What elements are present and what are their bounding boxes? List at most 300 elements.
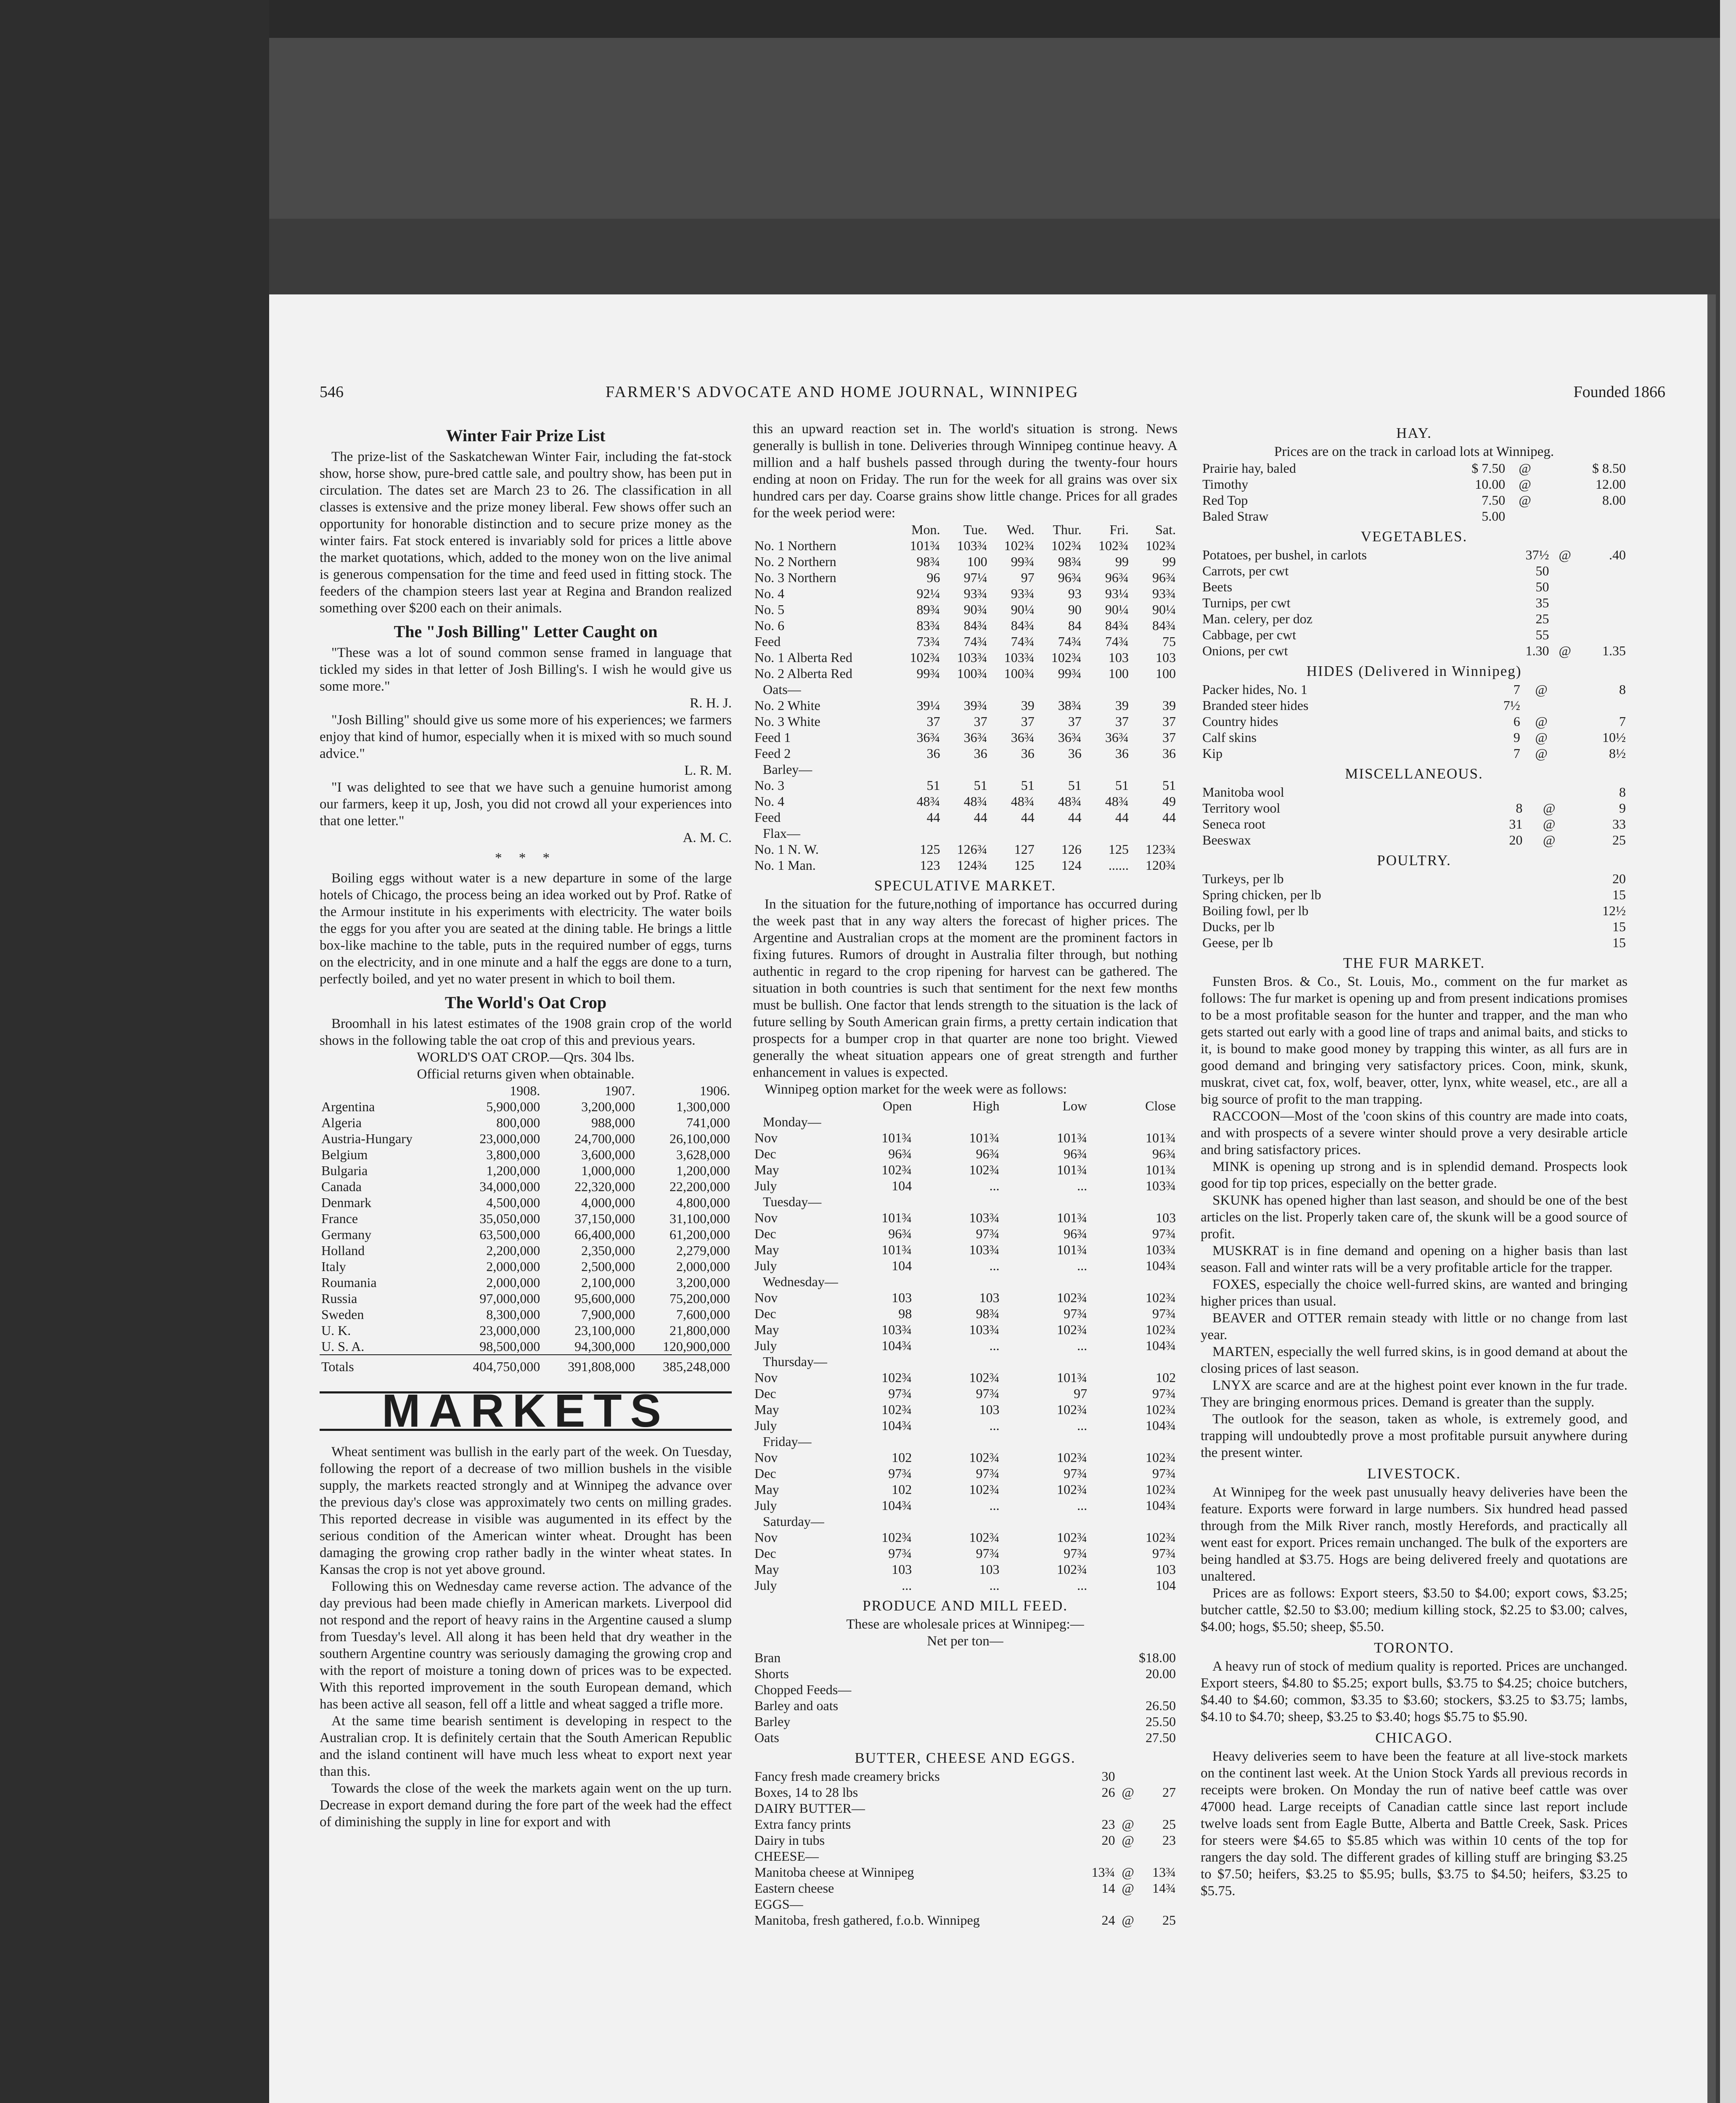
price-cell: 99	[1162, 554, 1176, 569]
price-cell: 101¾	[910, 538, 940, 553]
item-cell: Territory wool	[1202, 800, 1281, 816]
day-label: Wednesday—	[763, 1274, 838, 1289]
table-row	[753, 1322, 1178, 1338]
letter-2: "Josh Billing" should give us some more of his experiences; we farmers enjoy that kind of humor, especially when it is mixed with so much sound advice."	[320, 712, 732, 761]
item-cell: Oats	[754, 1730, 779, 1745]
day-label: Tuesday—	[763, 1194, 822, 1209]
price-cell: 73¾	[916, 634, 940, 649]
table-row	[753, 1784, 1178, 1800]
letter-1: "These was a lot of sound common sense framed in language that tickled my sides in that letter of Josh Billing's. I wish he would give us some more."	[320, 645, 732, 694]
table-row	[320, 1274, 732, 1290]
price-cell: 102¾	[1146, 1402, 1176, 1417]
price-low-cell: 37½	[1525, 547, 1549, 562]
price-high-cell	[1561, 697, 1628, 713]
price-cell: 103¾	[1146, 1178, 1176, 1193]
price-cell: ...	[1077, 1418, 1088, 1433]
month-cell: Dec	[754, 1546, 776, 1561]
item-cell: Boiling fowl, per lb	[1202, 903, 1309, 918]
price-cell: 96¾	[888, 1226, 912, 1241]
item-cell: Barley and oats	[754, 1698, 839, 1713]
price-cell: 48¾	[916, 794, 940, 809]
at-sign: @	[1559, 643, 1571, 658]
grade-cell: No. 1 Man.	[754, 858, 816, 873]
price-cell: 102¾	[1146, 1450, 1176, 1465]
table-row	[1201, 681, 1628, 697]
price-cell: 20	[1612, 871, 1626, 886]
country-cell: Belgium	[321, 1147, 368, 1162]
at-sign: @	[1519, 477, 1531, 492]
table-row	[753, 538, 1178, 554]
table-row	[753, 633, 1178, 649]
table-row	[753, 569, 1178, 585]
price-cell: 102¾	[1057, 1322, 1088, 1337]
heading-josh-billing: The "Josh Billing" Letter Caught on	[394, 622, 658, 641]
price-high-cell	[1139, 1768, 1178, 1784]
butter-table	[753, 1768, 1178, 1928]
table-row	[1201, 800, 1628, 816]
hides-table	[1201, 681, 1628, 761]
table-row	[753, 1698, 1178, 1714]
markets-paragraph-1: Wheat sentiment was bullish in the early part of the week. On Tuesday, following the report of a decrease of two million bushels in the visible supply, the markets reacted strongly and at Winnipeg the advance over the previous day's close was approximately two cents on milling grades. This reported decrease in visible was augumented in its effect by the serious condition of the American winter wheat. Drought has been damaging the growing crop rather badly in the winter wheat states. In Kansas the crop is not yet above ground.	[320, 1444, 732, 1577]
price-high-cell	[1139, 1800, 1178, 1816]
country-cell: U. K.	[321, 1323, 351, 1338]
price-low-cell	[1078, 1800, 1117, 1816]
toronto-paragraph: A heavy run of stock of medium quality is reported. Prices are unchanged. Export steers, $4.80 to $5.25; export bulls, $3.75 to $4.25; choice butchers, $4.40 to $4.60; common, $3.35 to $3.60; stockers, $3.25 to $3.75; lambs, $4.10 to $4.70; sheep, $3.25 to $3.40; hogs $5.75 to $5.90.	[1201, 1659, 1628, 1724]
price-low-cell: 13¾	[1091, 1865, 1115, 1880]
price-cell: 96	[926, 570, 940, 585]
price-cell: 93	[1068, 586, 1082, 601]
price-cell: 102¾	[969, 1482, 1000, 1497]
price-cell: 104¾	[1146, 1338, 1176, 1353]
at-sign: @	[1543, 800, 1556, 816]
price-cell: 98	[898, 1306, 912, 1321]
at-sign	[1117, 1800, 1139, 1816]
letter-3: "I was delighted to see that we have such a genuine humorist among our farmers, keep it up, Josh, you did not crowd all your experiences into that one letter."	[320, 780, 732, 829]
at-sign: @	[1543, 816, 1556, 832]
price-cell: ...	[1077, 1258, 1088, 1273]
price-cell: 15	[1612, 887, 1626, 902]
value-cell: 97,000,000	[479, 1291, 540, 1306]
price-high-cell: 1.35	[1602, 643, 1626, 658]
grade-cell: No. 3 Northern	[754, 570, 836, 585]
value-cell: 2,279,000	[676, 1243, 730, 1258]
value-cell: 75,200,000	[670, 1291, 730, 1306]
month-cell: July	[754, 1418, 777, 1433]
heading-speculative-market: SPECULATIVE MARKET.	[874, 877, 1056, 894]
item-cell: Ducks, per lb	[1202, 919, 1275, 934]
table-row	[753, 1146, 1178, 1162]
price-cell: 39	[1115, 698, 1129, 713]
speculative-paragraph: In the situation for the future,nothing of importance has occurred during the week past that in any way alters the forecast of higher prices. The Argentine and Australian crops at the moment are the prominent factors in fixing futures. Rumors of drought in Australia filter through, but nothing authentic in regard to the crop ripening for harvest can be gathered. The situation in both countries is such that sentiment for the next few months must be bullish. One factor that lends strength to the situation is the lack of future selling by South American grain firms, a pretty certain indication that prospects for a bumper crop in that quarter are none too bright. Viewed generally the wheat situation appears one of great strength and further enhancement in values is expected.	[753, 897, 1178, 1080]
value-cell: 95,600,000	[574, 1291, 635, 1306]
page-edge	[1707, 294, 1716, 2103]
at-sign	[1551, 579, 1579, 595]
table-row	[1201, 697, 1628, 713]
country-cell: Bulgaria	[321, 1163, 368, 1178]
price-cell: 103¾	[1146, 1242, 1176, 1257]
running-header	[320, 383, 1665, 408]
item-cell: Boxes, 14 to 28 lbs	[754, 1785, 858, 1800]
value-cell: 21,800,000	[670, 1323, 730, 1338]
price-cell: 44	[926, 810, 940, 825]
value-cell: 2,350,000	[581, 1243, 635, 1258]
price-cell: 102¾	[1057, 1482, 1088, 1497]
table-row	[753, 1481, 1178, 1497]
item-cell: Manitoba, fresh gathered, f.o.b. Winnipeg	[754, 1912, 980, 1928]
price-cell: 103	[892, 1562, 912, 1577]
table-row	[320, 1195, 732, 1210]
price-cell: 101¾	[969, 1130, 1000, 1145]
price-cell: 102¾	[910, 650, 940, 665]
price-cell: 97¾	[1152, 1386, 1176, 1401]
value-cell: 7,900,000	[581, 1307, 635, 1322]
price-cell: 102¾	[969, 1530, 1000, 1545]
price-cell: 44	[1115, 810, 1129, 825]
value-cell: 1,200,000	[486, 1163, 540, 1178]
price-cell: 93¾	[1011, 586, 1035, 601]
boiling-eggs-paragraph: Boiling eggs without water is a new departure in some of the large hotels of Chicago, the process being an idea worked out by Prof. Ratke of the Armour institute in his experiments with electricity. The water boils the eggs for you after you are seated at the dining table. He brings a little box-like machine to the table, puts in the required number of eggs, turns on the electricity, and in one minute and a half the eggs are done to a turn, perfectly boiled, and yet no water present in which to boil them.	[320, 871, 732, 987]
value-cell: 3,628,000	[676, 1147, 730, 1162]
price-cell: 74¾	[1011, 634, 1035, 649]
price-cell: 103	[979, 1402, 1000, 1417]
value-cell: 1,200,000	[676, 1163, 730, 1178]
price-cell: 100	[1108, 666, 1129, 681]
heading-oat-crop: The World's Oat Crop	[445, 993, 607, 1012]
price-cell: $18.00	[1139, 1650, 1176, 1665]
value-cell: 2,200,000	[486, 1243, 540, 1258]
table-row	[1201, 713, 1628, 729]
price-cell: 104¾	[1146, 1498, 1176, 1513]
price-cell: 103	[979, 1562, 1000, 1577]
price-cell: 101¾	[881, 1242, 912, 1257]
price-cell: 101¾	[1057, 1210, 1088, 1225]
markets-paragraph-2: Following this on Wednesday came reverse action. The advance of the day previous had been made chiefly in American markets. Liverpool did not respond and the report of heavy rains in the Argentine caused a slump from Tuesday's level. All along it has been held that dry weather in the southern Argentine country was seriously damaging the growing crop and with the report of moisture a toning down of prices was to be expected. With this reported improvement in the south European demand, which has been active all season, fell off a little and wheat sagged a trifle more.	[320, 1579, 732, 1712]
price-cell: 103¾	[957, 650, 987, 665]
item-cell: Onions, per cwt	[1202, 643, 1288, 658]
table-row	[320, 1242, 732, 1258]
price-cell: 84¾	[1152, 618, 1176, 633]
table-row	[753, 1290, 1178, 1306]
price-cell: 84¾	[1011, 618, 1035, 633]
table-row	[753, 713, 1178, 729]
price-cell: 37	[1115, 714, 1129, 729]
item-cell: Barley	[754, 1714, 791, 1729]
at-sign: @	[1122, 1881, 1134, 1896]
price-cell: 101¾	[1057, 1370, 1088, 1385]
table-row	[1201, 547, 1628, 563]
price-cell: 90¼	[1011, 602, 1035, 617]
price-cell: 103¾	[969, 1242, 1000, 1257]
signature-3: A. M. C.	[683, 830, 732, 845]
cash-prices-table	[753, 522, 1178, 873]
price-cell	[1056, 1682, 1178, 1698]
table-row	[753, 1545, 1178, 1561]
scan-backdrop-right	[1720, 0, 1736, 2103]
table-row	[753, 1258, 1178, 1274]
table-row	[753, 1401, 1178, 1417]
at-sign	[1524, 784, 1574, 800]
month-cell: May	[754, 1162, 779, 1177]
value-cell: 4,000,000	[581, 1195, 635, 1210]
month-cell: July	[754, 1498, 777, 1513]
price-high-cell: 7	[1619, 714, 1626, 729]
table-row	[753, 1816, 1178, 1832]
price-cell: 51	[1162, 778, 1176, 793]
price-low-cell	[1078, 1848, 1117, 1864]
month-cell: Nov	[754, 1290, 778, 1305]
day-label-row	[753, 1513, 1178, 1529]
produce-table	[753, 1650, 1178, 1745]
price-high-cell: 25	[1162, 1912, 1176, 1928]
heading-miscellaneous: MISCELLANEOUS.	[1345, 765, 1483, 782]
grade-cell: No. 1 N. W.	[754, 842, 819, 857]
day-label-row	[753, 1433, 1178, 1449]
price-low-cell: 5.00	[1482, 509, 1506, 524]
table-row	[753, 1848, 1178, 1864]
table-row	[753, 1242, 1178, 1258]
price-cell: 27.50	[1146, 1730, 1176, 1745]
price-cell: 36¾	[963, 730, 987, 745]
country-cell: Argentina	[321, 1099, 375, 1114]
price-cell: 103	[1156, 1210, 1176, 1225]
price-cell: 39¾	[963, 698, 987, 713]
price-cell: 49	[1162, 794, 1176, 809]
value-cell: 1,000,000	[581, 1163, 635, 1178]
heading-winter-fair: Winter Fair Prize List	[446, 426, 606, 445]
value-cell: 61,200,000	[670, 1227, 730, 1242]
price-cell: 102¾	[1057, 1562, 1088, 1577]
price-cell: 100¾	[957, 666, 987, 681]
price-high-cell: $ 8.50	[1592, 461, 1626, 476]
value-cell: 5,900,000	[486, 1099, 540, 1114]
price-cell: 84¾	[963, 618, 987, 633]
country-cell: Holland	[321, 1243, 365, 1258]
table-row	[753, 1465, 1178, 1481]
price-cell: 97¾	[1064, 1466, 1088, 1481]
price-high-cell	[1579, 611, 1628, 627]
table-row	[1201, 579, 1628, 595]
price-high-cell: 27	[1162, 1785, 1176, 1800]
table-row	[753, 1130, 1178, 1146]
price-low-cell: 10.00	[1475, 477, 1506, 492]
value-cell: 24,700,000	[574, 1131, 635, 1146]
price-low-cell: 6	[1513, 714, 1520, 729]
table-row	[753, 1880, 1178, 1896]
price-cell: 99	[1115, 554, 1129, 569]
price-cell: 96¾	[1152, 570, 1176, 585]
price-low-cell: 55	[1535, 627, 1549, 642]
vegetables-table	[1201, 547, 1628, 659]
table-row	[753, 729, 1178, 745]
price-cell: 74¾	[1105, 634, 1129, 649]
item-cell: Prairie hay, baled	[1202, 461, 1296, 476]
markets-paragraph-4: Towards the close of the week the markets again went on the up turn. Decrease in export demand during the fore part of the week had the effect of diminishing the supply in line for export and with	[320, 1781, 732, 1830]
price-cell: 96¾	[888, 1146, 912, 1161]
value-cell: 63,500,000	[479, 1227, 540, 1242]
price-cell: 12½	[1602, 903, 1626, 918]
price-cell: 84	[1068, 618, 1082, 633]
month-cell: Dec	[754, 1226, 776, 1241]
price-cell: 102¾	[1146, 1322, 1176, 1337]
price-cell: 102¾	[1051, 650, 1082, 665]
price-high-cell	[1579, 595, 1628, 611]
price-cell: 36¾	[1058, 730, 1082, 745]
price-cell: 99¾	[1058, 666, 1082, 681]
table-row	[1201, 816, 1628, 832]
price-cell: 93¼	[1105, 586, 1129, 601]
item-cell: Seneca root	[1202, 816, 1266, 832]
month-cell: July	[754, 1258, 777, 1273]
price-cell: 36	[1162, 746, 1176, 761]
heading-produce: PRODUCE AND MILL FEED.	[863, 1597, 1068, 1614]
scan-backdrop-band	[63, 38, 1736, 219]
price-cell: 48¾	[963, 794, 987, 809]
price-cell: 126	[1061, 842, 1082, 857]
value-cell: 4,800,000	[676, 1195, 730, 1210]
price-cell: 96¾	[1058, 570, 1082, 585]
price-low-cell: 23	[1101, 1817, 1115, 1832]
price-cell: 90¼	[1152, 602, 1176, 617]
newspaper-page	[269, 294, 1707, 2103]
price-cell: 100	[967, 554, 987, 569]
at-sign	[1117, 1768, 1139, 1784]
at-sign: @	[1535, 730, 1548, 745]
price-high-cell	[1579, 579, 1628, 595]
price-high-cell: 8½	[1609, 746, 1626, 761]
price-cell: ...	[989, 1498, 1000, 1513]
heading-toronto: TORONTO.	[1374, 1639, 1454, 1656]
table-row	[753, 1666, 1178, 1682]
grade-cell: No. 3	[754, 778, 785, 793]
price-high-cell	[1139, 1848, 1178, 1864]
at-sign	[1117, 1848, 1139, 1864]
price-cell: 36	[926, 746, 940, 761]
price-cell: 96¾	[1105, 570, 1129, 585]
month-cell: July	[754, 1338, 777, 1353]
table-row	[753, 649, 1178, 665]
price-low-cell	[1078, 1896, 1117, 1912]
price-cell: 104	[892, 1258, 912, 1273]
day-label: Saturday—	[763, 1514, 824, 1529]
item-cell: Turnips, per cwt	[1202, 595, 1291, 610]
price-cell: 104	[1156, 1578, 1176, 1593]
price-cell: 44	[974, 810, 987, 825]
item-cell: Country hides	[1202, 714, 1278, 729]
table-row	[753, 1896, 1178, 1912]
price-cell: 104¾	[1146, 1258, 1176, 1273]
heading-vegetables: VEGETABLES.	[1360, 528, 1468, 545]
price-cell: 124¾	[957, 858, 987, 873]
item-cell: Geese, per lb	[1202, 935, 1273, 950]
day-header: Fri.	[1109, 522, 1129, 537]
day-header: Mon.	[911, 522, 940, 537]
table-row	[1201, 729, 1628, 745]
table-row	[320, 1226, 732, 1242]
item-cell: Calf skins	[1202, 730, 1257, 745]
at-sign: @	[1122, 1817, 1134, 1832]
column-middle	[753, 421, 1178, 1928]
livestock-paragraph-1: At Winnipeg for the week past unusually heavy deliveries have been the feature. Exports were forward in large numbers. Six hundred head passed through from the Milk River ranch, mostly Herefords, and practically all went east for export. Prices remain unchanged. The bulk of the exporters are being handled at $3.75. Hogs are being delivered freely and quotations are unaltered.	[1201, 1485, 1628, 1584]
table-row	[753, 1385, 1178, 1401]
group-label: Barley—	[763, 762, 812, 777]
grade-cell: No. 2 White	[754, 698, 820, 713]
value-cell: 94,300,000	[574, 1339, 635, 1354]
table-row	[320, 1115, 732, 1131]
fur-paragraph: SKUNK has opened higher than last season, and should be one of the best articles on the list. Properly taken care of, the skunk will be a good source of profit.	[1201, 1193, 1628, 1242]
price-cell: 36	[1021, 746, 1035, 761]
price-cell: 37	[1162, 730, 1176, 745]
month-cell: Nov	[754, 1130, 778, 1145]
price-cell: 102¾	[1051, 538, 1082, 553]
price-cell: 103¾	[957, 538, 987, 553]
price-cell: 97	[1021, 570, 1035, 585]
markets-banner: MARKETS	[320, 1391, 732, 1431]
country-cell: Canada	[321, 1179, 362, 1194]
price-cell: 97¾	[888, 1386, 912, 1401]
price-cell: 48¾	[1011, 794, 1035, 809]
item-cell: Beeswax	[1202, 832, 1251, 848]
heading-chicago: CHICAGO.	[1375, 1730, 1453, 1746]
fur-paragraph: The outlook for the season, taken as whole, is extremely good, and trapping will undoubtedly prove a most profitable pursuit anywhere during the present winter.	[1201, 1412, 1628, 1460]
option-intro: Winnipeg option market for the week were as follows:	[765, 1082, 1067, 1097]
value-cell: 98,500,000	[479, 1339, 540, 1354]
at-sign: @	[1559, 547, 1571, 562]
price-cell: 97¾	[976, 1226, 1000, 1241]
at-sign	[1551, 563, 1579, 579]
table-row	[320, 1322, 732, 1338]
price-cell: 26.50	[1146, 1698, 1176, 1713]
produce-subtitle: These are wholesale prices at Winnipeg:—	[846, 1617, 1084, 1632]
price-cell: 104¾	[881, 1498, 912, 1513]
at-sign: @	[1543, 832, 1556, 848]
month-cell: Dec	[754, 1306, 776, 1321]
table-row	[320, 1131, 732, 1147]
price-cell: 123¾	[1146, 842, 1176, 857]
month-cell: May	[754, 1482, 779, 1497]
table-row	[753, 1864, 1178, 1880]
at-sign	[1551, 627, 1579, 643]
day-label: Thursday—	[763, 1354, 827, 1369]
country-cell: Algeria	[321, 1115, 362, 1130]
price-high-cell	[1139, 1896, 1178, 1912]
table-row	[753, 697, 1178, 713]
price-high-cell	[1579, 563, 1628, 579]
day-header: Sat.	[1155, 522, 1176, 537]
price-high-cell: 25	[1162, 1817, 1176, 1832]
price-cell: 101¾	[1057, 1162, 1088, 1177]
table-row	[753, 585, 1178, 601]
price-cell: 36¾	[916, 730, 940, 745]
price-cell: 102	[1156, 1370, 1176, 1385]
month-cell: Nov	[754, 1210, 778, 1225]
value-cell: 23,000,000	[479, 1131, 540, 1146]
table-row	[320, 1163, 732, 1179]
country-cell: Italy	[321, 1259, 346, 1274]
price-low-cell: 30	[1101, 1769, 1115, 1784]
country-cell: U. S. A.	[321, 1339, 365, 1354]
price-cell: 38¾	[1058, 698, 1082, 713]
at-sign: @	[1519, 461, 1531, 476]
table-row	[753, 1497, 1178, 1513]
price-cell: 102¾	[1098, 538, 1129, 553]
price-low-cell: 31	[1509, 816, 1523, 832]
value-cell: 7,600,000	[676, 1307, 730, 1322]
grade-cell: Feed 1	[754, 730, 791, 745]
price-cell: 96¾	[1152, 1146, 1176, 1161]
at-sign: @	[1535, 746, 1548, 761]
price-cell: 96¾	[976, 1146, 1000, 1161]
table-row	[1201, 887, 1628, 903]
